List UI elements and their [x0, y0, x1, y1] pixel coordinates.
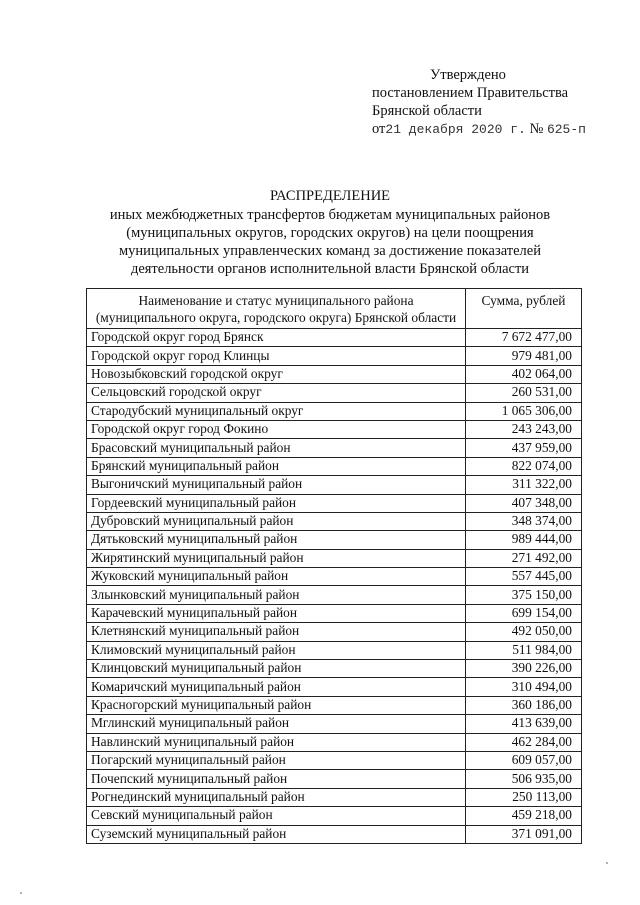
row-amount: 699 154,00	[466, 604, 582, 622]
row-name: Комаричский муниципальный район	[87, 678, 466, 696]
approval-number: 625-п	[546, 122, 586, 137]
row-amount: 822 074,00	[466, 457, 582, 475]
row-name: Жуковский муниципальный район	[87, 568, 466, 586]
row-amount: 413 639,00	[466, 715, 582, 733]
table-row	[87, 715, 582, 733]
row-name: Рогнединский муниципальный район	[87, 788, 466, 806]
row-amount: 390 226,00	[466, 660, 582, 678]
row-name: Красногорский муниципальный район	[87, 696, 466, 714]
row-name: Карачевский муниципальный район	[87, 604, 466, 622]
table-row	[87, 329, 582, 347]
row-amount: 311 322,00	[466, 476, 582, 494]
row-amount: 310 494,00	[466, 678, 582, 696]
table-row	[87, 549, 582, 567]
row-amount: 511 984,00	[466, 641, 582, 659]
table-row	[87, 623, 582, 641]
table-row	[87, 751, 582, 769]
title-heading: РАСПРЕДЕЛЕНИЕ	[269, 188, 391, 204]
row-name: Клинцовский муниципальный район	[87, 660, 466, 678]
row-name: Мглинский муниципальный район	[87, 715, 466, 733]
table-row	[87, 347, 582, 365]
row-amount: 375 150,00	[466, 586, 582, 604]
row-name: Новозыбковский городской округ	[87, 365, 466, 383]
table-row	[87, 604, 582, 622]
row-amount: 492 050,00	[466, 623, 582, 641]
row-name: Дятьковский муниципальный район	[87, 531, 466, 549]
row-name: Климовский муниципальный район	[87, 641, 466, 659]
date-prefix: от	[372, 121, 386, 137]
row-amount: 557 445,00	[466, 568, 582, 586]
row-name: Почепский муниципальный район	[87, 770, 466, 788]
table-row	[87, 402, 582, 420]
header-sum-column: Сумма, рублей	[466, 289, 582, 329]
row-amount: 407 348,00	[466, 494, 582, 512]
table-row	[87, 807, 582, 825]
row-name: Дубровский муниципальный район	[87, 512, 466, 530]
scan-speck	[606, 862, 608, 864]
row-name: Погарский муниципальный район	[87, 751, 466, 769]
table-row	[87, 384, 582, 402]
table-row	[87, 365, 582, 383]
table-row	[87, 420, 582, 438]
table-row	[87, 733, 582, 751]
row-name: Суземский муниципальный район	[87, 825, 466, 843]
title-line-1: иных межбюджетных трансфертов бюджетам муниципальных районов	[109, 207, 551, 223]
table-body	[87, 329, 582, 844]
row-amount: 402 064,00	[466, 365, 582, 383]
row-amount: 462 284,00	[466, 733, 582, 751]
table-row	[87, 586, 582, 604]
row-amount: 243 243,00	[466, 420, 582, 438]
table-row	[87, 825, 582, 843]
row-name: Гордеевский муниципальный район	[87, 494, 466, 512]
row-name: Навлинский муниципальный район	[87, 733, 466, 751]
table-row	[87, 531, 582, 549]
table-row	[87, 770, 582, 788]
table-row	[87, 494, 582, 512]
document-title	[60, 187, 600, 278]
row-amount: 250 113,00	[466, 788, 582, 806]
row-name: Стародубский муниципальный округ	[87, 402, 466, 420]
title-line-3: муниципальных управленческих команд за достижение показателей	[119, 243, 541, 259]
header-name-column: Наименование и статус муниципального района (муниципального округа, городского округа) Брянской области	[87, 289, 466, 329]
row-amount: 348 374,00	[466, 512, 582, 530]
table-row	[87, 788, 582, 806]
title-line-4: деятельности органов исполнительной власти Брянской области	[130, 261, 530, 277]
table-row	[87, 512, 582, 530]
title-line-2: (муниципальных округов, городских округов) на цели поощрения	[126, 225, 534, 241]
row-amount: 989 444,00	[466, 531, 582, 549]
row-name: Брасовский муниципальный район	[87, 439, 466, 457]
scan-speck	[20, 892, 22, 894]
table-row	[87, 660, 582, 678]
row-amount: 459 218,00	[466, 807, 582, 825]
approval-line-resolution: постановлением Правительства	[372, 85, 569, 101]
table-row	[87, 568, 582, 586]
approval-date: 21 декабря 2020 г.	[385, 122, 526, 137]
table-row	[87, 457, 582, 475]
row-amount: 371 091,00	[466, 825, 582, 843]
table-row	[87, 439, 582, 457]
row-name: Городской округ город Брянск	[87, 329, 466, 347]
row-amount: 271 492,00	[466, 549, 582, 567]
approval-stamp	[372, 66, 632, 139]
row-name: Злынковский муниципальный район	[87, 586, 466, 604]
row-name: Городской округ город Фокино	[87, 420, 466, 438]
distribution-table	[86, 288, 582, 844]
approval-line-region: Брянской области	[372, 103, 482, 119]
row-name: Выгоничский муниципальный район	[87, 476, 466, 494]
table-row	[87, 678, 582, 696]
row-name: Жирятинский муниципальный район	[87, 549, 466, 567]
row-amount: 360 186,00	[466, 696, 582, 714]
row-amount: 260 531,00	[466, 384, 582, 402]
table-header-row	[87, 289, 582, 329]
row-name: Севский муниципальный район	[87, 807, 466, 825]
row-amount: 979 481,00	[466, 347, 582, 365]
row-amount: 1 065 306,00	[466, 402, 582, 420]
row-name: Клетнянский муниципальный район	[87, 623, 466, 641]
row-amount: 609 057,00	[466, 751, 582, 769]
table-row	[87, 696, 582, 714]
number-sign: №	[529, 121, 544, 137]
row-amount: 506 935,00	[466, 770, 582, 788]
table-row	[87, 641, 582, 659]
table-row	[87, 476, 582, 494]
row-name: Брянский муниципальный район	[87, 457, 466, 475]
row-name: Городской округ город Клинцы	[87, 347, 466, 365]
row-amount: 7 672 477,00	[466, 329, 582, 347]
approval-line-approved: Утверждено	[430, 67, 506, 83]
approval-date-line	[372, 120, 632, 139]
row-name: Сельцовский городской округ	[87, 384, 466, 402]
row-amount: 437 959,00	[466, 439, 582, 457]
